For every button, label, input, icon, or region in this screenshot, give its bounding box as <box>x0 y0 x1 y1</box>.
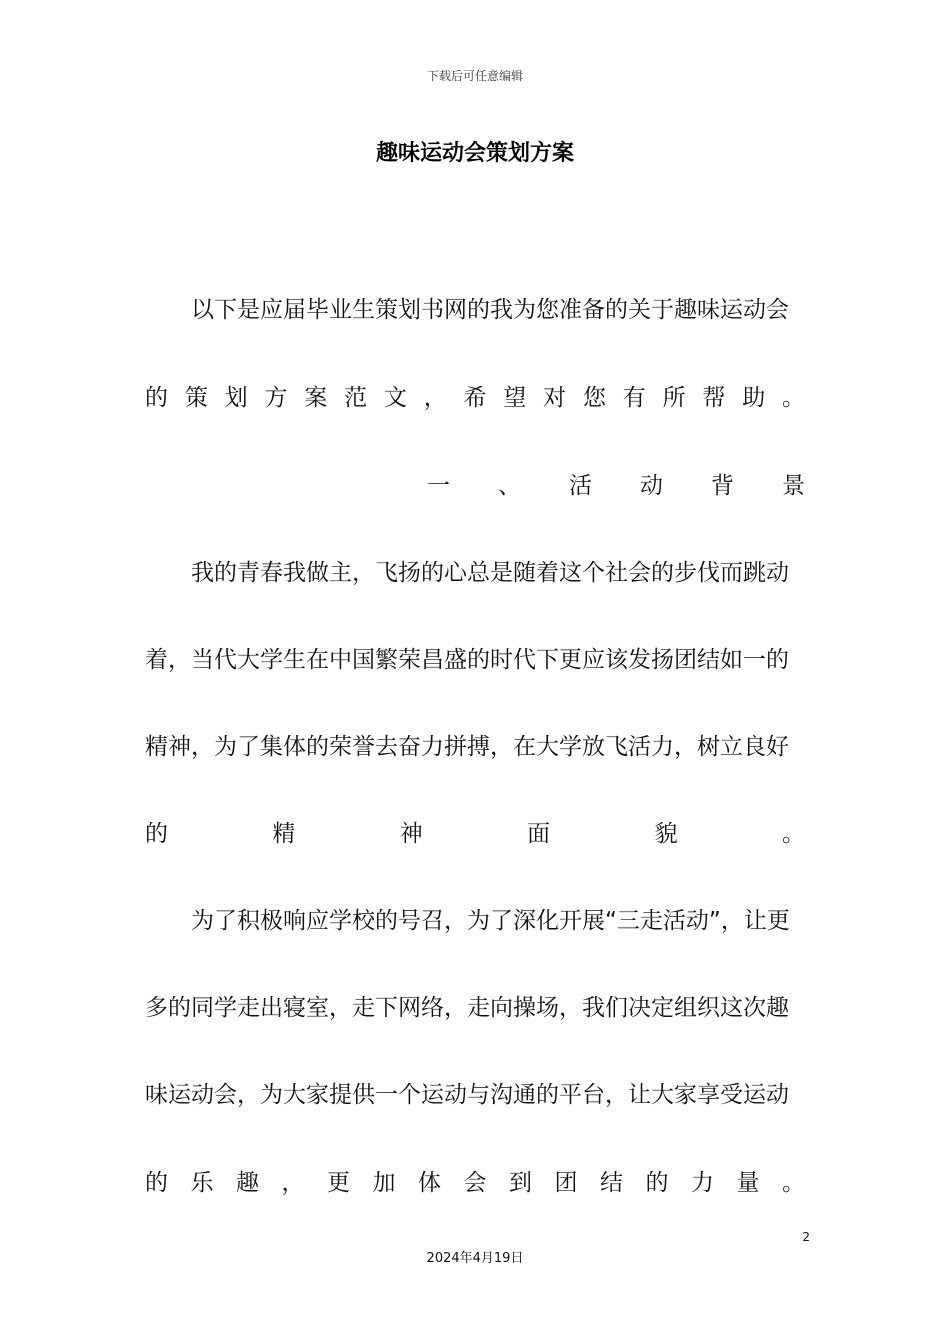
paragraph-line: 为了积极响应学校的号召，为了深化开展“三走活动”，让更 <box>191 908 790 934</box>
glyph: 体 <box>418 1170 441 1196</box>
glyph: 神 <box>399 821 423 847</box>
glyph: 力 <box>691 1170 714 1196</box>
glyph: 精 <box>272 821 296 847</box>
glyph: 的 <box>645 1170 669 1196</box>
glyph: 更 <box>327 1170 350 1196</box>
glyph: 案 <box>304 385 328 411</box>
paragraph-line: 着，当代大学生在中国繁荣昌盛的时代下更应该发扬团结如一的 <box>145 647 789 673</box>
glyph: 团 <box>554 1170 578 1196</box>
page-header-note: 下载后可任意编辑 <box>426 69 523 83</box>
glyph: 助 <box>742 385 766 411</box>
glyph: 背 <box>711 473 734 499</box>
glyph: 乐 <box>190 1170 214 1196</box>
glyph: 、 <box>498 473 521 499</box>
page-number: 2 <box>802 1230 810 1244</box>
glyph: 范 <box>344 385 368 411</box>
glyph: 的 <box>145 821 168 847</box>
glyph: 到 <box>509 1170 532 1196</box>
paragraph-line: 精神，为了集体的荣誉去奋力拼搏，在大学放飞活力，树立良好 <box>145 734 789 760</box>
glyph: 加 <box>372 1170 396 1196</box>
glyph: 的 <box>145 385 168 411</box>
section-heading <box>145 471 805 501</box>
glyph: ， <box>423 385 447 411</box>
paragraph-line: 多的同学走出寝室，走下网络，走向操场，我们决定组织这次趣 <box>145 995 789 1021</box>
glyph: 景 <box>782 473 805 499</box>
glyph: ， <box>281 1170 305 1196</box>
glyph: 。 <box>782 1170 805 1196</box>
glyph: 量 <box>736 1170 760 1196</box>
paragraph-line <box>145 1168 805 1198</box>
paragraph-line <box>145 383 805 413</box>
glyph: 方 <box>264 385 288 411</box>
glyph: 趣 <box>236 1170 259 1196</box>
document-title: 趣味运动会策划方案 <box>375 141 574 166</box>
glyph: 的 <box>145 1170 168 1196</box>
glyph: 活 <box>569 473 592 499</box>
paragraph-line <box>145 819 805 849</box>
glyph: 。 <box>781 821 805 847</box>
footer-date: 2024年4月19日 <box>426 1251 524 1266</box>
glyph: 一 <box>427 473 450 499</box>
glyph: 结 <box>600 1170 623 1196</box>
glyph: 希 <box>463 385 487 411</box>
glyph: 望 <box>503 385 527 411</box>
glyph: 。 <box>782 385 805 411</box>
paragraph-line: 味运动会，为大家提供一个运动与沟通的平台，让大家享受运动 <box>145 1082 789 1108</box>
paragraph-line: 以下是应届毕业生策划书网的我为您准备的关于趣味运动会 <box>191 297 789 323</box>
glyph: 文 <box>383 385 407 411</box>
glyph: 有 <box>622 385 646 411</box>
glyph: 会 <box>463 1170 487 1196</box>
glyph: 面 <box>527 821 551 847</box>
glyph: 貌 <box>654 821 678 847</box>
glyph: 动 <box>640 473 663 499</box>
glyph: 对 <box>543 385 567 411</box>
glyph: 您 <box>582 385 606 411</box>
glyph: 帮 <box>702 385 726 411</box>
paragraph-line: 我的青春我做主，飞扬的心总是随着这个社会的步伐而跳动 <box>191 560 789 586</box>
glyph: 所 <box>662 385 686 411</box>
glyph: 策 <box>184 385 208 411</box>
glyph: 划 <box>224 385 248 411</box>
